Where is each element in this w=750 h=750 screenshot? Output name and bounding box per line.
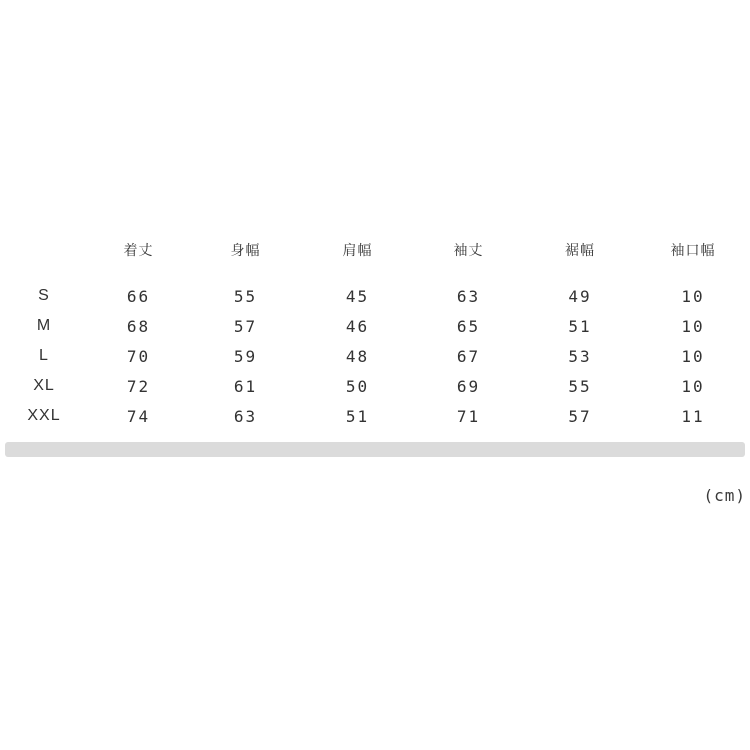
table-row xyxy=(0,401,750,431)
size-value-cell: 49 xyxy=(568,286,592,306)
size-value-cell: 66 xyxy=(126,286,151,306)
row-label: L xyxy=(39,347,49,364)
header-corner-cell xyxy=(0,235,88,265)
row-label: XXL xyxy=(27,407,61,424)
column-header: 袖口幅 xyxy=(670,242,716,258)
size-value-cell: 70 xyxy=(126,346,151,366)
size-value-cell: 51 xyxy=(345,406,370,426)
size-value-cell: 59 xyxy=(233,346,258,366)
column-header: 裾幅 xyxy=(565,242,595,258)
size-value-cell: 46 xyxy=(345,316,370,336)
header-row xyxy=(0,235,750,265)
row-label: M xyxy=(36,317,52,334)
size-value-cell: 69 xyxy=(456,376,481,396)
size-value-cell: 10 xyxy=(681,346,705,366)
size-value-cell: 65 xyxy=(456,316,481,336)
size-value-cell: 51 xyxy=(568,316,592,336)
size-value-cell: 61 xyxy=(233,376,258,396)
table-row xyxy=(0,311,750,341)
column-header: 身幅 xyxy=(230,242,261,258)
size-value-cell: 11 xyxy=(681,406,705,426)
size-value-cell: 55 xyxy=(568,376,592,396)
horizontal-scrollbar[interactable] xyxy=(5,442,745,457)
size-value-cell: 50 xyxy=(345,376,370,396)
size-value-cell: 10 xyxy=(681,376,705,396)
unit-label: (cm) xyxy=(703,486,746,505)
column-header: 袖丈 xyxy=(453,242,484,258)
size-value-cell: 45 xyxy=(345,286,370,306)
column-header: 肩幅 xyxy=(342,242,373,258)
spacer-row xyxy=(0,265,750,281)
table-row xyxy=(0,281,750,311)
column-header: 着丈 xyxy=(123,242,154,258)
size-value-cell: 55 xyxy=(233,286,258,306)
size-value-cell: 10 xyxy=(681,316,705,336)
size-value-cell: 57 xyxy=(568,406,592,426)
size-value-cell: 72 xyxy=(126,376,151,396)
size-value-cell: 71 xyxy=(456,406,481,426)
size-value-cell: 57 xyxy=(233,316,258,336)
row-label: XL xyxy=(33,377,55,394)
size-value-cell: 74 xyxy=(126,406,151,426)
size-chart-table xyxy=(0,235,750,431)
size-value-cell: 63 xyxy=(456,286,481,306)
size-value-cell: 53 xyxy=(568,346,592,366)
row-label: S xyxy=(38,287,50,304)
size-value-cell: 10 xyxy=(681,286,705,306)
table-row xyxy=(0,371,750,401)
size-value-cell: 68 xyxy=(126,316,151,336)
size-value-cell: 67 xyxy=(456,346,481,366)
table-row xyxy=(0,341,750,371)
size-value-cell: 48 xyxy=(345,346,370,366)
size-value-cell: 63 xyxy=(233,406,258,426)
